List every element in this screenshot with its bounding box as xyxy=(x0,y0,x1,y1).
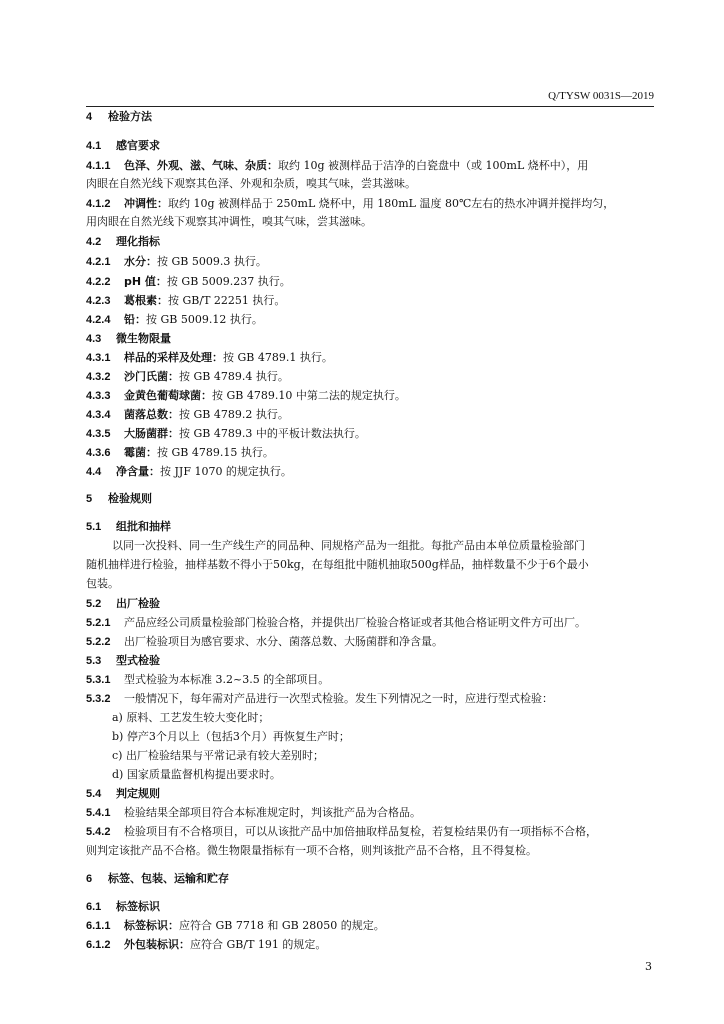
section-5-2-2 xyxy=(86,635,656,649)
header-rule xyxy=(86,106,654,107)
section-title: 感官要求 xyxy=(116,139,160,152)
section-number: 4.3.3 xyxy=(86,390,111,402)
section-number: 4.2 xyxy=(86,236,102,248)
page-number: 3 xyxy=(645,960,652,973)
section-4-1-2-cont xyxy=(86,215,656,229)
section-4-3-4 xyxy=(86,408,656,422)
clause-text: 按 GB 4789.10 中第二法的规定执行。 xyxy=(212,389,406,402)
clause-title: 外包装标识： xyxy=(124,938,190,951)
clause-title: 铅： xyxy=(124,313,146,326)
section-number: 6.1.1 xyxy=(86,920,111,932)
clause-text: 按 GB 4789.3 中的平板计数法执行。 xyxy=(179,427,366,440)
section-title: 标签标识 xyxy=(116,900,160,913)
section-number: 5.1 xyxy=(86,521,102,533)
section-number: 4.1.1 xyxy=(86,160,111,172)
section-number: 5.3 xyxy=(86,655,102,667)
section-6-1-heading xyxy=(86,900,656,914)
section-number: 4.2.3 xyxy=(86,295,111,307)
section-number: 6 xyxy=(86,873,93,885)
section-4-3-2 xyxy=(86,370,656,384)
section-number: 5.3.2 xyxy=(86,693,111,705)
clause-text: 应符合 GB 7718 和 GB 28050 的规定。 xyxy=(179,919,385,932)
section-number: 4.2.2 xyxy=(86,276,111,288)
section-5-1-para-line2 xyxy=(86,558,656,572)
list-item-text: c) 出厂检验结果与平常记录有较大差别时； xyxy=(112,749,324,762)
section-4-1-heading xyxy=(86,139,656,153)
clause-text: 按 GB 5009.12 执行。 xyxy=(146,313,263,326)
section-number: 4.3.2 xyxy=(86,371,111,383)
section-6-1-2 xyxy=(86,938,656,952)
clause-title: 霉菌： xyxy=(124,446,157,459)
clause-title: 冲调性： xyxy=(124,197,168,210)
section-title: 微生物限量 xyxy=(116,332,171,345)
section-4-2-3 xyxy=(86,294,656,308)
section-5-2-heading xyxy=(86,597,656,611)
section-title: 标签、包装、运输和贮存 xyxy=(108,872,229,885)
section-number: 4.1 xyxy=(86,140,102,152)
section-number: 4.3.5 xyxy=(86,428,111,440)
clause-text: 按 JJF 1070 的规定执行。 xyxy=(160,465,292,478)
section-number: 5.2 xyxy=(86,598,102,610)
section-5-3-heading xyxy=(86,654,656,668)
section-number: 4.2.4 xyxy=(86,314,111,326)
section-number: 5.3.1 xyxy=(86,674,111,686)
paragraph-text: 包装。 xyxy=(86,577,119,590)
clause-title: 金黄色葡萄球菌： xyxy=(124,389,212,402)
clause-text: 肉眼在自然光线下观察其色泽、外观和杂质，嗅其气味，尝其滋味。 xyxy=(86,177,416,190)
clause-text: 按 GB 4789.2 执行。 xyxy=(179,408,289,421)
clause-text: 则判定该批产品不合格。微生物限量指标有一项不合格，则判该批产品不合格，且不得复检。 xyxy=(86,844,537,857)
clause-title: 沙门氏菌： xyxy=(124,370,179,383)
list-item-text: a) 原料、工艺发生较大变化时； xyxy=(112,711,270,724)
section-4-heading xyxy=(86,110,656,124)
paragraph-text: 随机抽样进行检验，抽样基数不得小于50kg，在每组批中随机抽取500g样品，抽样数量不少于6个最小 xyxy=(86,558,589,571)
clause-text: 按 GB 4789.1 执行。 xyxy=(223,351,333,364)
section-5-3-2 xyxy=(86,692,656,706)
section-4-1-1-cont xyxy=(86,177,656,191)
section-4-3-1 xyxy=(86,351,656,365)
section-5-4-2-cont xyxy=(86,844,656,858)
list-item-b xyxy=(112,730,682,744)
section-number: 5.2.1 xyxy=(86,617,111,629)
document-id: Q/TYSW 0031S—2019 xyxy=(548,90,654,102)
section-4-3-5 xyxy=(86,427,656,441)
section-number: 6.1.2 xyxy=(86,939,111,951)
section-number: 5 xyxy=(86,493,93,505)
clause-text: 检验结果全部项目符合本标准规定时，判该批产品为合格品。 xyxy=(124,806,421,819)
list-item-c xyxy=(112,749,682,763)
section-title: 检验规则 xyxy=(108,492,152,505)
section-number: 4 xyxy=(86,111,93,123)
section-number: 5.4.1 xyxy=(86,807,111,819)
section-title: 判定规则 xyxy=(116,787,160,800)
list-item-d xyxy=(112,768,682,782)
clause-title: 大肠菌群： xyxy=(124,427,179,440)
section-number: 4.3 xyxy=(86,333,102,345)
section-4-2-4 xyxy=(86,313,656,327)
clause-title: 菌落总数： xyxy=(124,408,179,421)
section-4-4 xyxy=(86,465,656,479)
section-4-3-heading xyxy=(86,332,656,346)
clause-text: 应符合 GB/T 191 的规定。 xyxy=(190,938,327,951)
clause-title: 净含量： xyxy=(116,465,160,478)
section-4-2-1 xyxy=(86,255,656,269)
section-number: 4.4 xyxy=(86,466,102,478)
section-number: 5.4.2 xyxy=(86,826,111,838)
clause-text: 按 GB 5009.3 执行。 xyxy=(157,255,267,268)
section-4-1-1 xyxy=(86,159,656,173)
section-number: 4.3.6 xyxy=(86,447,111,459)
clause-text: 出厂检验项目为感官要求、水分、菌落总数、大肠菌群和净含量。 xyxy=(124,635,443,648)
clause-title: 样品的采样及处理： xyxy=(124,351,223,364)
clause-title: 葛根素： xyxy=(124,294,168,307)
clause-title: 水分： xyxy=(124,255,157,268)
section-4-1-2 xyxy=(86,197,656,211)
section-5-1-para-line1 xyxy=(112,539,682,553)
section-6-1-1 xyxy=(86,919,656,933)
section-title: 检验方法 xyxy=(108,110,152,123)
section-number: 6.1 xyxy=(86,901,102,913)
section-4-3-3 xyxy=(86,389,656,403)
section-number: 4.3.4 xyxy=(86,409,111,421)
list-item-a xyxy=(112,711,682,725)
section-5-4-1 xyxy=(86,806,656,820)
section-6-heading xyxy=(86,872,656,886)
section-number: 5.4 xyxy=(86,788,102,800)
section-4-3-6 xyxy=(86,446,656,460)
section-5-4-2 xyxy=(86,825,656,839)
section-4-2-2 xyxy=(86,275,656,289)
list-item-text: b) 停产3个月以上（包括3个月）再恢复生产时； xyxy=(112,730,350,743)
section-title: 出厂检验 xyxy=(116,597,160,610)
clause-text: 按 GB 5009.237 执行。 xyxy=(166,275,291,288)
section-number: 4.1.2 xyxy=(86,198,111,210)
clause-title: pH 值： xyxy=(124,275,167,288)
clause-text: 按 GB 4789.4 执行。 xyxy=(179,370,289,383)
clause-title: 色泽、外观、滋、气味、杂质： xyxy=(124,159,278,172)
section-title: 理化指标 xyxy=(116,235,160,248)
section-5-heading xyxy=(86,492,656,506)
clause-text: 一般情况下，每年需对产品进行一次型式检验。发生下列情况之一时，应进行型式检验： xyxy=(124,692,553,705)
clause-text: 按 GB/T 22251 执行。 xyxy=(168,294,286,307)
section-4-2-heading xyxy=(86,235,656,249)
clause-text: 取约 10g 被测样品于洁净的白瓷盘中（或 100mL 烧杯中），用 xyxy=(278,159,589,172)
section-5-2-1 xyxy=(86,616,656,630)
clause-text: 取约 10g 被测样品于 250mL 烧杯中，用 180mL 温度 80℃左右的热水冲调并搅拌均匀， xyxy=(168,197,615,210)
paragraph-text: 以同一次投料、同一生产线生产的同品种、同规格产品为一组批。每批产品由本单位质量检验部门 xyxy=(112,539,585,552)
clause-title: 标签标识： xyxy=(124,919,179,932)
section-5-3-1 xyxy=(86,673,656,687)
list-item-text: d) 国家质量监督机构提出要求时。 xyxy=(112,768,281,781)
clause-text: 检验项目有不合格项目，可以从该批产品中加倍抽取样品复检，若复检结果仍有一项指标不合格， xyxy=(124,825,597,838)
clause-text: 型式检验为本标准 3.2~3.5 的全部项目。 xyxy=(124,673,330,686)
section-title: 型式检验 xyxy=(116,654,160,667)
clause-text: 按 GB 4789.15 执行。 xyxy=(157,446,274,459)
section-5-4-heading xyxy=(86,787,656,801)
clause-text: 用肉眼在自然光线下观察其冲调性，嗅其气味，尝其滋味。 xyxy=(86,215,372,228)
clause-text: 产品应经公司质量检验部门检验合格，并提供出厂检验合格证或者其他合格证明文件方可出厂。 xyxy=(124,616,586,629)
section-number: 4.2.1 xyxy=(86,256,111,268)
section-number: 4.3.1 xyxy=(86,352,111,364)
section-5-1-para-line3 xyxy=(86,577,656,591)
section-5-1-heading xyxy=(86,520,656,534)
section-number: 5.2.2 xyxy=(86,636,111,648)
section-title: 组批和抽样 xyxy=(116,520,171,533)
